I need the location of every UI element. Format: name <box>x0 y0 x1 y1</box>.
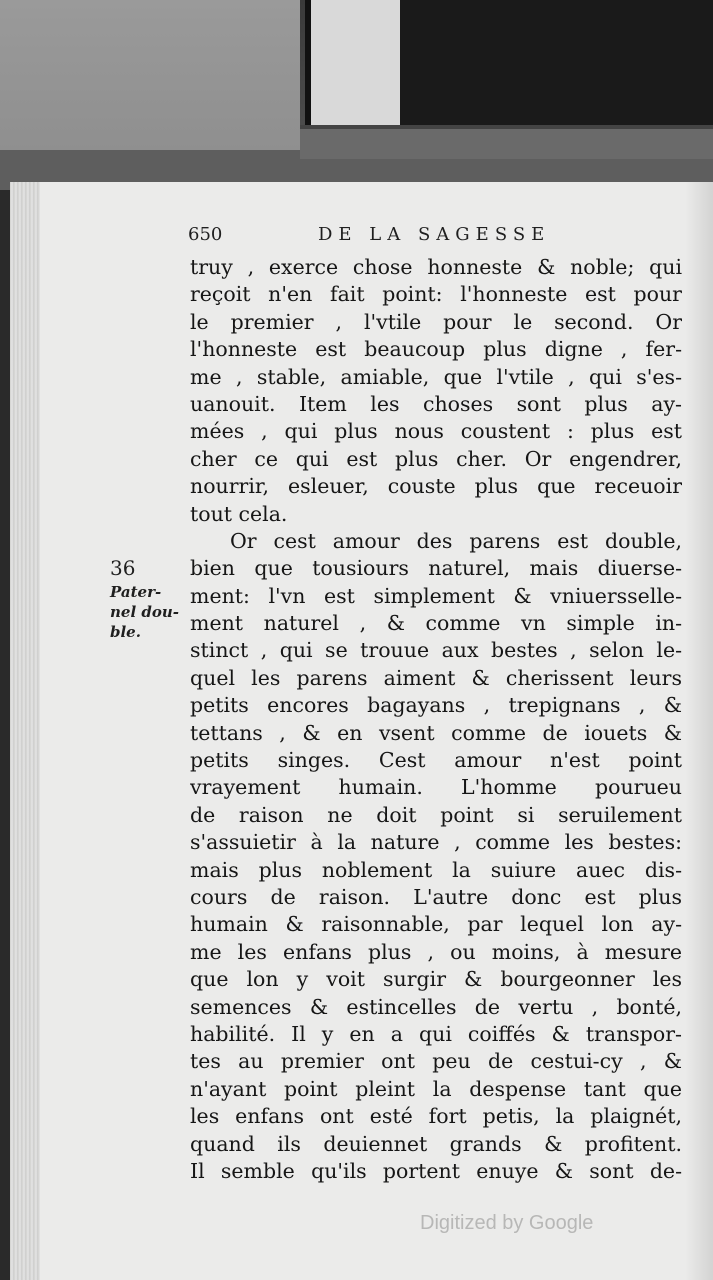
page-marker-tab <box>305 0 406 125</box>
text-line: ment naturel , & comme vn simple in- <box>190 611 682 636</box>
scanner-grey-block <box>0 0 300 165</box>
page-edge-stack <box>10 182 40 1280</box>
page-number: 650 <box>188 224 223 245</box>
text-line: stinct , qui se trouue aux bestes , selon le- <box>190 638 682 663</box>
text-line: l'honneste est beaucoup plus digne , fer- <box>190 337 682 362</box>
margin-note <box>110 556 192 642</box>
text-line: tes au premier ont peu de cestui-cy , & <box>190 1049 682 1074</box>
scanner-background <box>0 0 713 190</box>
scanner-dark-strip <box>400 0 713 130</box>
text-line: bien que tousiours naturel, mais diuerse- <box>190 556 682 581</box>
text-line: quel les parens aiment & cherissent leurs <box>190 665 682 690</box>
text-line: cher ce qui est plus cher. Or engendrer, <box>190 446 682 471</box>
margin-note-line: Pater- <box>110 583 162 601</box>
text-line: ment: l'vn est simplement & vniuersselle- <box>190 583 682 608</box>
margin-note-line: ble. <box>110 623 141 641</box>
running-head-title: DE LA SAGESSE <box>318 224 551 245</box>
text-line: petits encores bagayans , trepignans , & <box>190 693 682 718</box>
text-line: mais plus noblement la suiure auec dis- <box>190 857 682 882</box>
text-line: s'assuietir à la nature , comme les bestes: <box>190 830 682 855</box>
text-line: semences & estincelles de vertu , bonté, <box>190 994 682 1019</box>
text-line: les enfans ont esté fort petis, la plaignét, <box>190 1104 682 1129</box>
text-line: vrayement humain. L'homme pourueu <box>190 775 682 800</box>
text-line: me les enfans plus , ou moins, à mesure <box>190 939 682 964</box>
margin-note-number: 36 <box>110 556 136 580</box>
text-line: me , stable, amiable, que l'vtile , qui s'es- <box>190 364 682 389</box>
text-line: que lon y voit surgir & bourgeonner les <box>190 967 682 992</box>
book-page <box>10 182 713 1280</box>
text-line: tout cela. <box>190 501 288 526</box>
text-line: uanouit. Item les choses sont plus ay- <box>190 391 682 416</box>
body-text <box>190 254 682 1185</box>
text-line: mées , qui plus nous coustent : plus est <box>190 419 682 444</box>
text-line: tettans , & en vsent comme de iouets & <box>190 720 682 745</box>
margin-note-line: nel dou- <box>110 603 179 621</box>
page-shadow <box>685 182 713 1280</box>
text-line: n'ayant point pleint la despense tant que <box>190 1076 682 1101</box>
text-line: humain & raisonnable, par lequel lon ay- <box>190 912 682 937</box>
text-line: Or cest amour des parens est double, <box>230 528 682 553</box>
text-line: nourrir, esleuer, couste plus que receuoir <box>190 474 682 499</box>
text-line: le premier , l'vtile pour le second. Or <box>190 309 682 334</box>
text-line: truy , exerce chose honneste & noble; qui <box>190 255 682 279</box>
text-line: quand ils deuiennet grands & profitent. <box>190 1131 682 1156</box>
text-line: reçoit n'en fait point: l'honneste est pour <box>190 282 682 307</box>
digitization-watermark: Digitized by Google <box>420 1212 594 1234</box>
text-line: habilité. Il y en a qui coiffés & transpor- <box>190 1021 682 1046</box>
book-binding-rim <box>300 125 713 159</box>
text-line: petits singes. Cest amour n'est point <box>190 748 682 773</box>
text-line: cours de raison. L'autre donc est plus <box>190 884 682 909</box>
text-line: Il semble qu'ils portent enuye & sont de- <box>190 1158 682 1183</box>
running-head <box>188 224 608 248</box>
text-line: de raison ne doit point si seruilement <box>190 802 682 827</box>
